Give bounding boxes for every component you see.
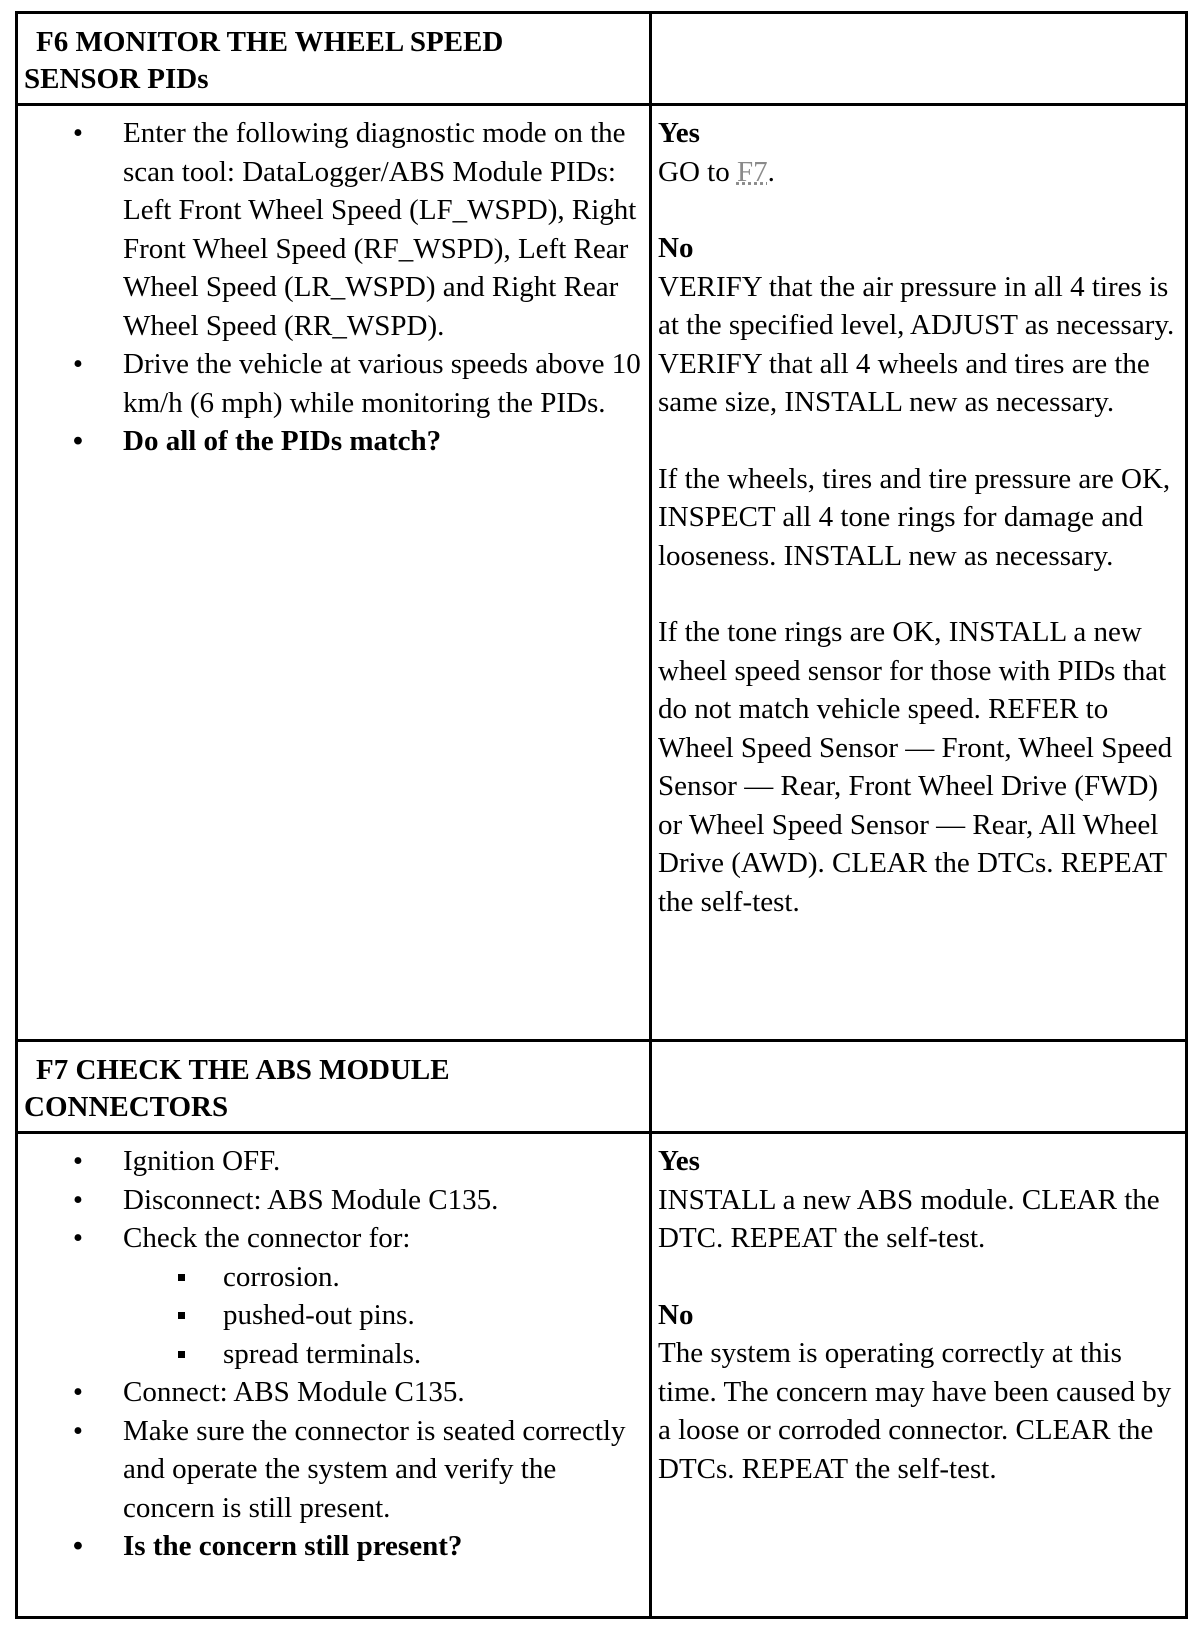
step-f7-actions-cell <box>17 1133 651 1618</box>
list-item: • Ignition OFF. <box>18 1142 645 1181</box>
square-bullet-icon <box>178 1274 185 1281</box>
yes-label: Yes <box>658 1145 700 1177</box>
no-action-paragraph: VERIFY that the air pressure in all 4 tires is at the specified level, ADJUST as necessary. VERIFY that all 4 wheels and tires are the same size, INSTALL new as necessary. <box>658 270 1175 418</box>
step-f6-header-empty-cell <box>651 13 1187 105</box>
step-f7-header-empty-cell <box>651 1041 1187 1133</box>
goto-f7-link[interactable]: F7 <box>736 155 768 188</box>
no-action-paragraph: If the tone rings are OK, INSTALL a new wheel speed sensor for those with PIDs that do not match vehicle speed. REFER to Wheel Speed Sensor — Front, Wheel Speed Sensor — Rear, Front Wheel Drive (FWD) or Wheel Speed Sensor — Rear, All Wheel Drive (AWD). CLEAR the DTCs. REPEAT the self-test. <box>658 616 1173 918</box>
step-f6-body-row <box>17 105 1187 1041</box>
sub-list-item: pushed-out pins. <box>123 1296 645 1335</box>
step-f6-results <box>652 106 1185 921</box>
bullet-icon: • <box>72 1222 84 1254</box>
no-action-paragraph: If the wheels, tires and tire pressure are OK, INSPECT all 4 tone rings for damage and looseness. INSTALL new as necessary. <box>658 462 1171 572</box>
step-f7-results <box>652 1134 1185 1488</box>
bullet-icon: • <box>72 1376 84 1408</box>
step-f7-body-row <box>17 1133 1187 1618</box>
step-f6-title-cell <box>17 13 651 105</box>
bullet-icon: • <box>72 1530 84 1562</box>
list-item: • Check the connector for: corrosion. pushed-out pins. spread terminals. <box>18 1219 645 1373</box>
step-f7-results-cell <box>651 1133 1187 1618</box>
step-f7-question: • Is the concern still present? <box>18 1527 645 1566</box>
list-item: • Connect: ABS Module C135. <box>18 1373 645 1412</box>
step-f6-title: F6 MONITOR THE WHEEL SPEED SENSOR PIDs <box>24 26 504 95</box>
step-f6-header-row <box>17 13 1187 105</box>
sub-list-item: corrosion. <box>123 1258 645 1297</box>
no-label: No <box>658 232 694 264</box>
bullet-icon: • <box>72 1183 84 1216</box>
square-bullet-icon <box>178 1351 185 1358</box>
step-f7-title-cell <box>17 1041 651 1133</box>
step-f7-action-list <box>18 1134 649 1566</box>
step-f6-actions-cell <box>17 105 651 1041</box>
step-f7-title: F7 CHECK THE ABS MODULE CONNECTORS <box>24 1054 450 1123</box>
connector-check-list <box>123 1258 645 1374</box>
step-f6-action-list <box>18 106 649 461</box>
yes-action: GO to F7. <box>658 155 775 188</box>
list-item: • Make sure the connector is seated correctly and operate the system and verify the concern is still present. <box>18 1412 645 1528</box>
yes-label: Yes <box>658 117 700 149</box>
list-item: • Drive the vehicle at various speeds above 10 km/h (6 mph) while monitoring the PIDs. <box>18 345 645 422</box>
list-item: • Enter the following diagnostic mode on the scan tool: DataLogger/ABS Module PIDs: Left Front Wheel Speed (LF_WSPD), Right Front Wheel Speed (RF_WSPD), Left Rear Wheel Speed (LR_WSPD) and Right Rear Wheel Speed (RR_WSPD). <box>18 114 645 345</box>
list-item: • Disconnect: ABS Module C135. <box>18 1181 645 1220</box>
no-action: The system is operating correctly at this time. The concern may have been caused by a loose or corroded connector. CLEAR the DTCs. REPEAT the self-test. <box>658 1337 1172 1485</box>
bullet-icon: • <box>72 425 84 457</box>
bullet-icon: • <box>72 1145 84 1177</box>
no-label: No <box>658 1298 694 1331</box>
step-f6-question: • Do all of the PIDs match? <box>18 422 645 461</box>
bullet-icon: • <box>72 1414 84 1447</box>
step-f6-results-cell <box>651 105 1187 1041</box>
square-bullet-icon <box>178 1312 185 1319</box>
sub-list-item: spread terminals. <box>123 1335 645 1374</box>
procedure-table <box>15 11 1188 1619</box>
step-f7-header-row <box>17 1041 1187 1133</box>
bullet-icon: • <box>72 117 84 149</box>
yes-action: INSTALL a new ABS module. CLEAR the DTC. REPEAT the self-test. <box>658 1183 1160 1254</box>
bullet-icon: • <box>72 348 84 380</box>
